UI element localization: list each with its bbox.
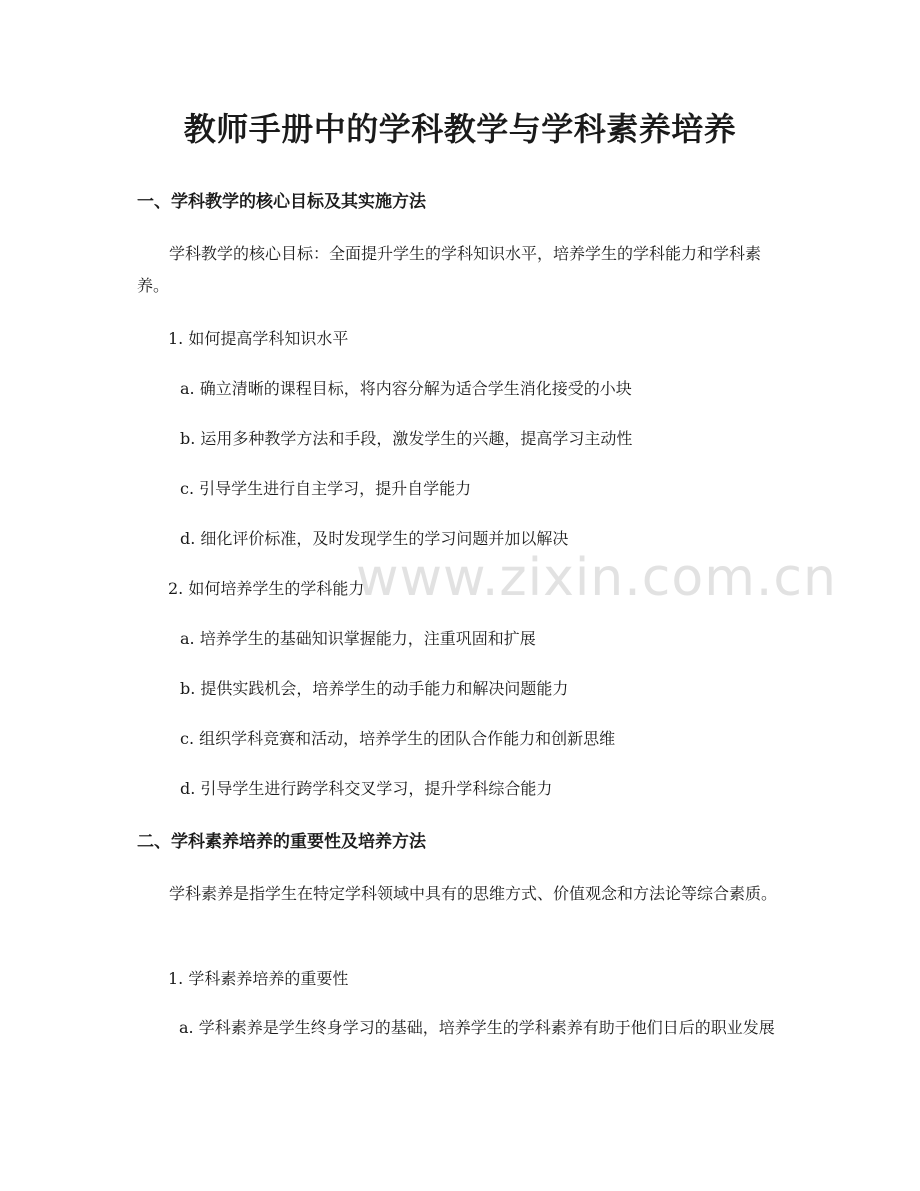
list-item: b. 运用多种教学方法和手段，激发学生的兴趣，提高学习主动性: [180, 429, 633, 448]
section-2-intro: 学科素养是指学生在特定学科领域中具有的思维方式、价值观念和方法论等综合素质。: [169, 884, 778, 903]
list-item: a. 培养学生的基础知识掌握能力，注重巩固和扩展: [180, 629, 536, 648]
list-item: c. 组织学科竞赛和活动，培养学生的团队合作能力和创新思维: [180, 729, 616, 748]
list-item: c. 引导学生进行自主学习，提升自学能力: [180, 479, 472, 498]
document-title: 教师手册中的学科教学与学科素养培养: [183, 110, 737, 148]
list-item: a. 学科素养是学生终身学习的基础，培养学生的学科素养有助于他们日后的职业发展: [179, 1018, 775, 1037]
list-item: a. 确立清晰的课程目标，将内容分解为适合学生消化接受的小块: [180, 379, 632, 398]
section-1-item-2: 2. 如何培养学生的学科能力: [168, 579, 365, 598]
section-2-item-1: 1. 学科素养培养的重要性: [168, 969, 349, 988]
section-1-heading: 一、学科教学的核心目标及其实施方法: [137, 192, 426, 212]
list-item: d. 引导学生进行跨学科交叉学习，提升学科综合能力: [180, 779, 553, 798]
section-1-item-1: 1. 如何提高学科知识水平: [168, 329, 349, 348]
list-item: b. 提供实践机会，培养学生的动手能力和解决问题能力: [180, 679, 569, 698]
section-2-heading: 二、学科素养培养的重要性及培养方法: [137, 832, 426, 852]
section-1-intro: 学科教学的核心目标：全面提升学生的学科知识水平，培养学生的学科能力和学科素养。: [137, 244, 762, 295]
list-item: d. 细化评价标准，及时发现学生的学习问题并加以解决: [180, 529, 569, 548]
watermark: www.zixin.com.cn: [356, 548, 837, 608]
